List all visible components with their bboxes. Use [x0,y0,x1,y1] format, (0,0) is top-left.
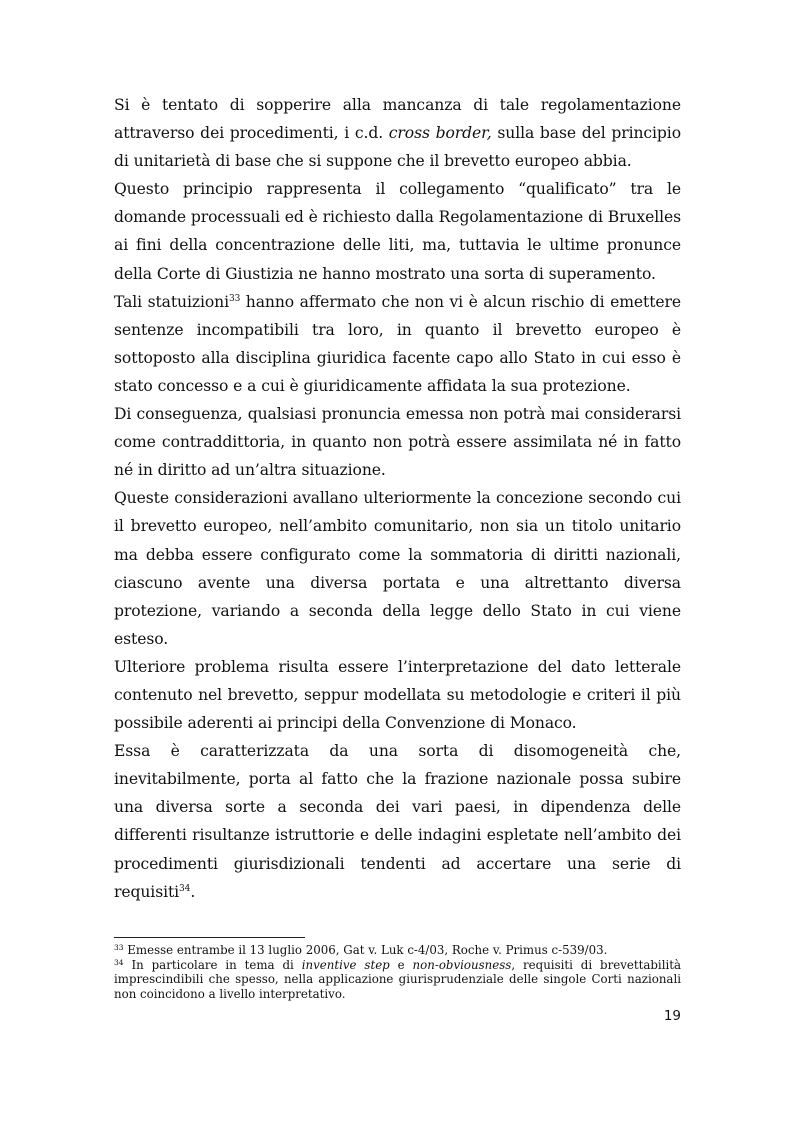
paragraph-7 [114,737,681,906]
inventive-step-term: inventive step [301,957,390,972]
footnote-ref-33[interactable]: 33 [228,293,241,304]
paragraph-7-text-b: . [190,882,196,901]
page-body [114,91,681,906]
paragraph-3-text-a: Tali statuizioni [114,292,229,311]
footnotes [114,943,681,1001]
paragraph-1-text-a: Si è tentato di sopperire alla mancanza di tale regolamentazione attraverso dei procedimenti, i c.d. [114,96,681,143]
footnote-number-34: 34 [114,957,124,967]
paragraph-6: Ulteriore problema risulta essere l’interpretazione del dato letterale contenuto nel brevetto, seppur modellata su metodologie e criteri il più possibile aderenti ai principi della Convenzione di Monaco. [114,657,681,733]
footnote-separator [114,937,305,938]
paragraph-3-text-b: hanno affermato che non vi è alcun rischio di emettere sentenze incompatibili tra loro, in quanto il brevetto europeo è sottoposto alla disciplina giuridica facente capo allo Stato in cui esso è stato concesso e a cui è giuridicamente affidata la sua protezione. [114,292,681,395]
page-number: 19 [663,1008,681,1024]
paragraph-7-text-a: Essa è caratterizzata da una sorta di disomogeneità che, inevitabilmente, porta al fatto che la frazione nazionale possa subire una diversa sorte a seconda dei vari paesi, in dipendenza delle differenti risultanze istruttorie e delle indagini espletate nell’ambito dei procedimenti giurisdizionali tendenti ad accertare una serie di requisiti [114,742,681,901]
footnote-33-text: Emesse entrambe il 13 luglio 2006, Gat v. Luk c-4/03, Roche v. Primus c-539/03. [123,943,608,957]
footnote-34 [114,958,681,1002]
footnote-34-text-a: In particolare in tema di [123,957,302,972]
cross-border-term: cross border, [388,124,492,143]
paragraph-2: Questo principio rappresenta il collegamento “qualificato” tra le domande processuali ed è richiesto dalla Regolamentazione di Bruxelles ai fini della concentrazione delle liti, ma, tuttavia le ultime pronunce della Corte di Giustizia ne hanno mostrato una sorta di superamento. [114,180,681,283]
paragraph-5: Queste considerazioni avallano ulteriormente la concezione secondo cui il brevetto europeo, nell’ambito comunitario, non sia un titolo unitario ma debba essere configurato come la sommatoria di diritti nazionali, ciascuno avente una diversa portata e una altrettanto diversa protezione, variando a seconda della legge dello Stato in cui viene esteso. [114,489,681,648]
footnote-34-text-c: e [389,957,413,972]
footnote-34-text-e: , requisiti di brevettabilità imprescindibili che spesso, nella applicazione giurisprudenziale delle singole Corti nazionali non coincidono a livello interpretativo. [114,957,682,1001]
paragraph-1 [114,91,681,175]
footnote-ref-34[interactable]: 34 [179,883,191,894]
non-obviousness-term: non-obviousness [412,957,512,972]
footnote-number-33: 33 [114,943,124,952]
paragraph-4: Di conseguenza, qualsiasi pronuncia emessa non potrà mai considerarsi come contraddittoria, in quanto non potrà essere assimilata né in fatto né in diritto ad un’altra situazione. [114,405,681,480]
paragraph-1-text-c: sulla base del principio di unitarietà di base che si suppone che il brevetto europeo abbia. [114,124,681,171]
paragraph-3 [114,288,681,400]
footnote-33 [114,943,681,958]
